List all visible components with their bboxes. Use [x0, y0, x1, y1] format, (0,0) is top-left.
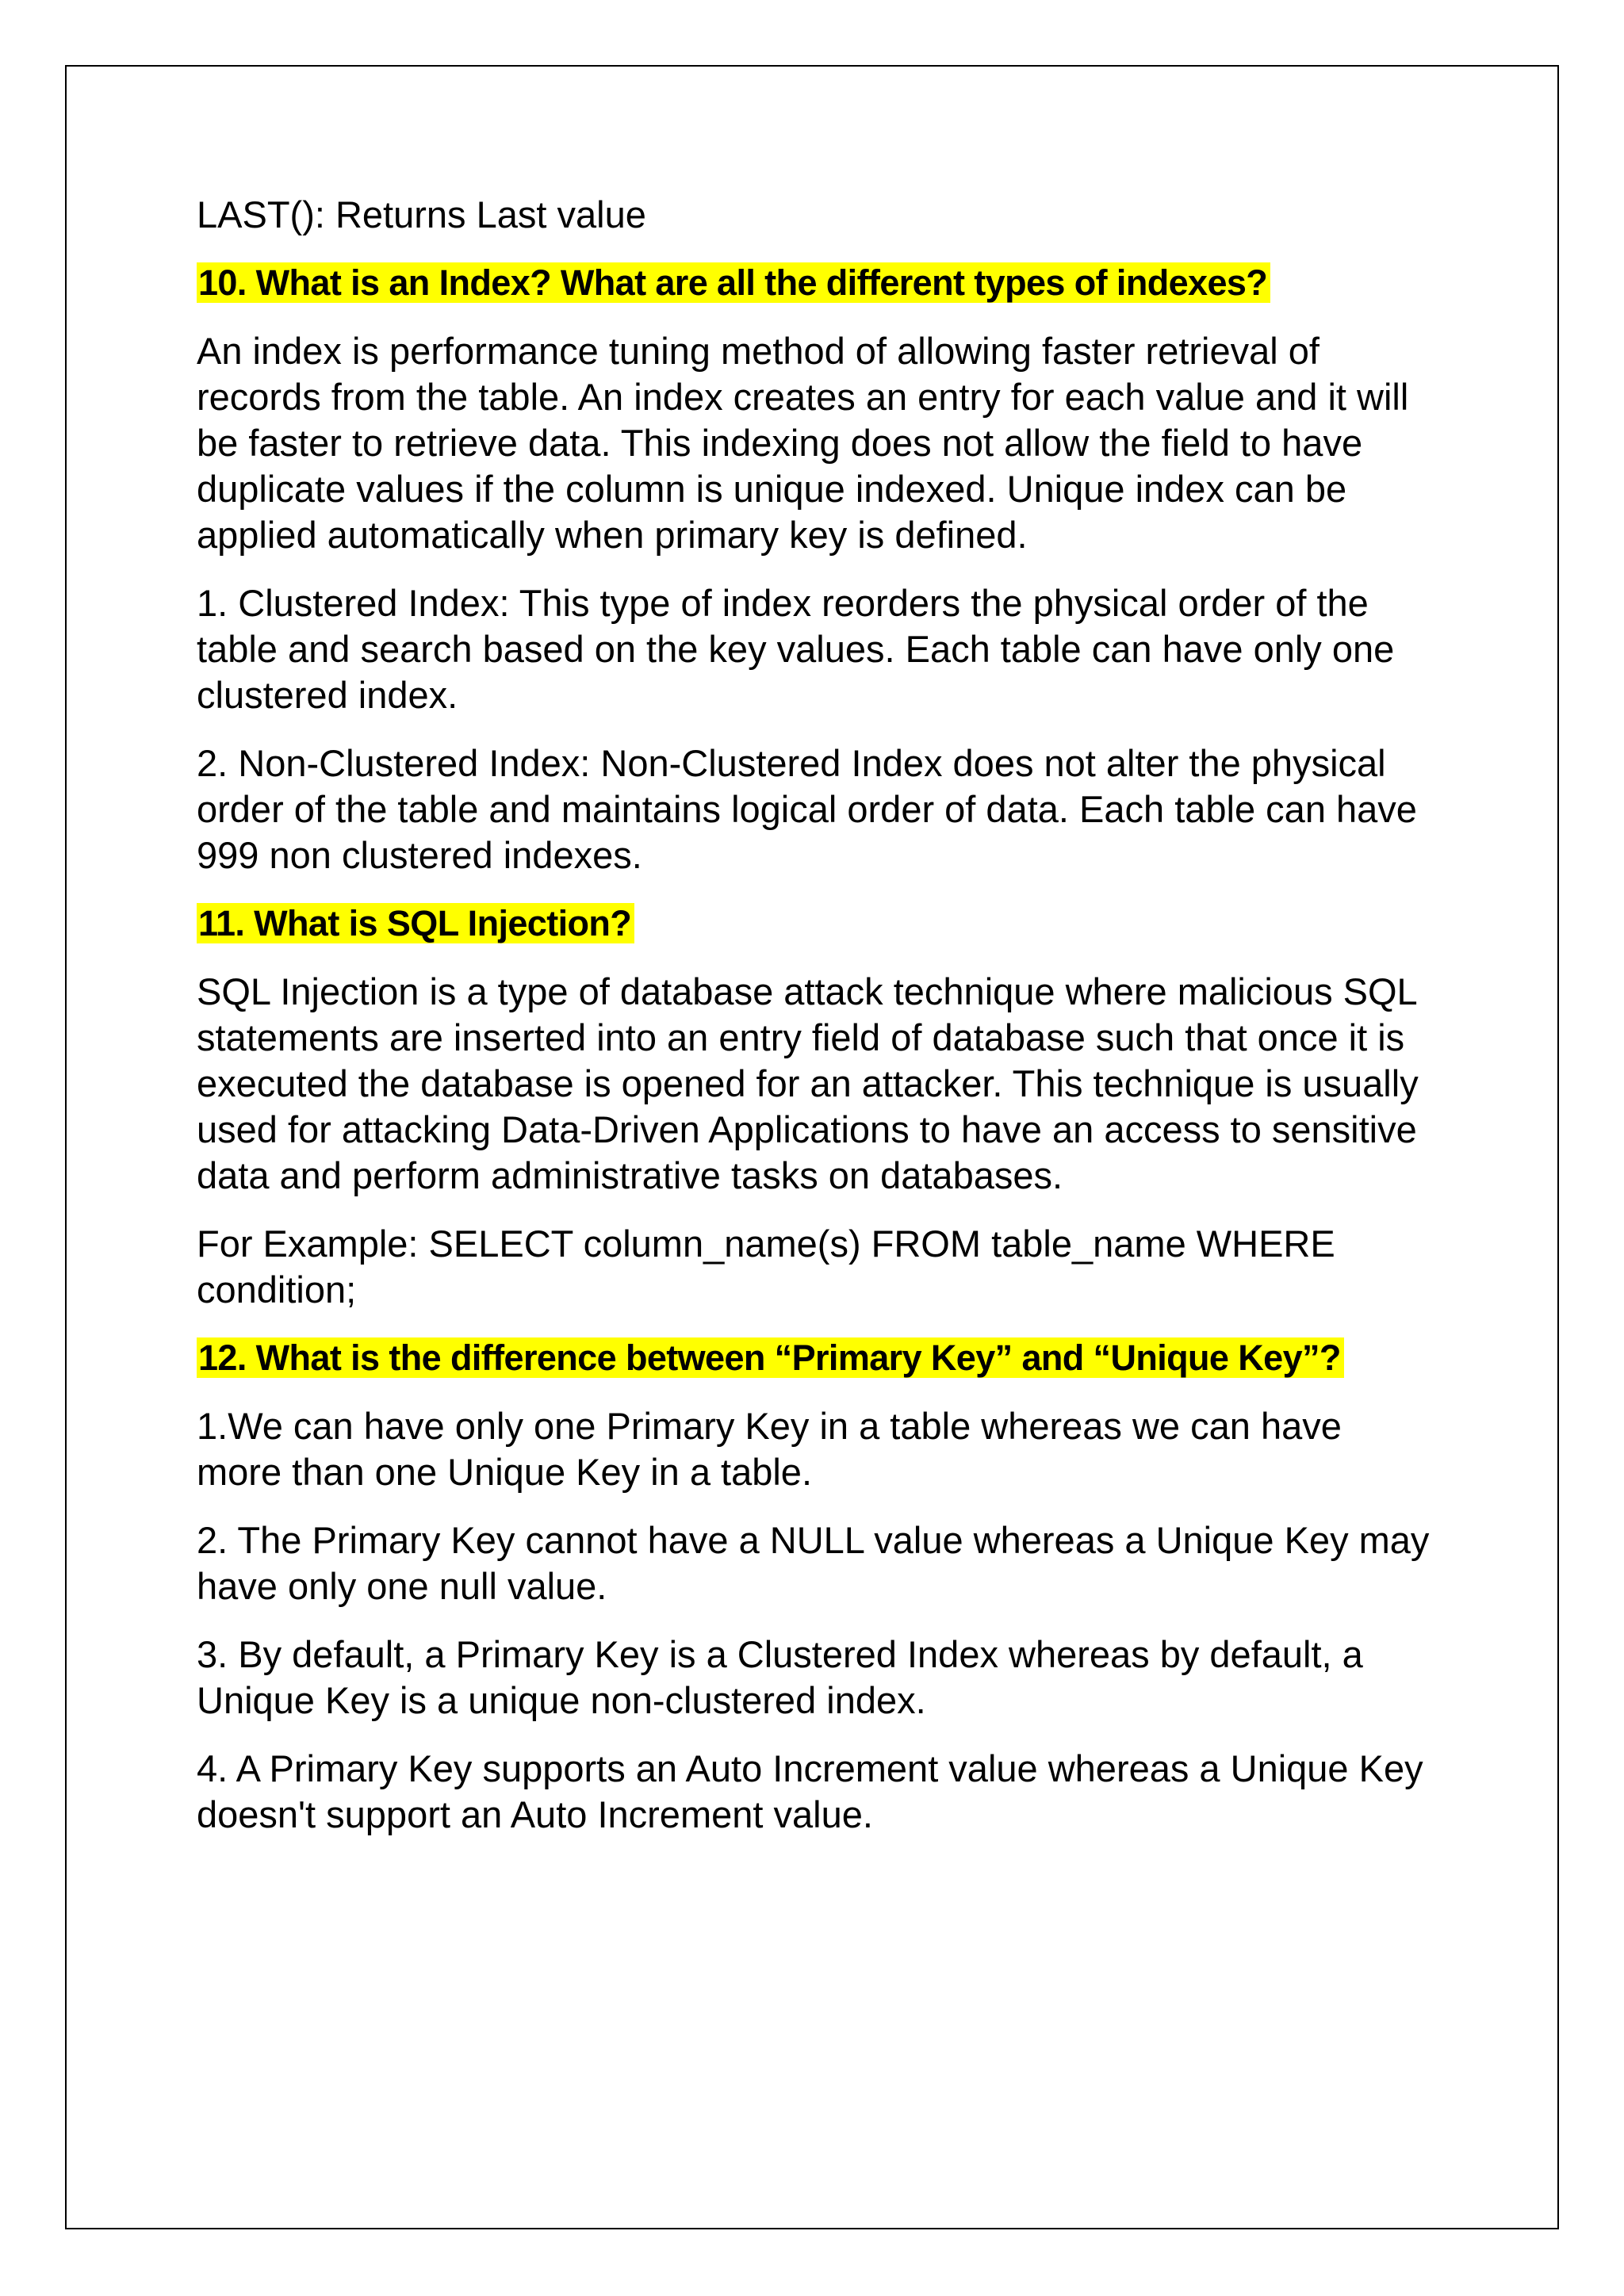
non-clustered-index-paragraph: 2. Non-Clustered Index: Non-Clustered Index does not alter the physical order of the table and maintains logical order of data. Each table can have 999 non clustered indexes.	[197, 742, 1417, 876]
sql-injection-paragraph: SQL Injection is a type of database attack technique where malicious SQL statements are inserted into an entry field of database such that once it is executed the database is opened for an attacker. This technique is usually used for attacking Data-Driven Applications to have an access to sensitive data and perform administrative tasks on databases.	[197, 970, 1419, 1196]
sql-example-paragraph: For Example: SELECT column_name(s) FROM table_name WHERE condition;	[197, 1223, 1335, 1311]
key-difference-point-1: 1.We can have only one Primary Key in a table whereas we can have more than one Unique Key in a table.	[197, 1405, 1342, 1493]
question-10-heading	[197, 260, 1434, 306]
key-difference-point-2: 2. The Primary Key cannot have a NULL value whereas a Unique Key may have only one null value.	[197, 1519, 1430, 1607]
key-difference-point-4: 4. A Primary Key supports an Auto Increment value whereas a Unique Key doesn't support an Auto Increment value.	[197, 1747, 1423, 1835]
index-definition-paragraph: An index is performance tuning method of allowing faster retrieval of records from the table. An index creates an entry for each value and it will be faster to retrieve data. This indexing does not allow the field to have duplicate values if the column is unique indexed. Unique index can be applied automatically when primary key is defined.	[197, 330, 1409, 556]
question-12-highlight: 12. What is the difference between “Primary Key” and “Unique Key”?	[197, 1337, 1344, 1378]
clustered-index-paragraph: 1. Clustered Index: This type of index reorders the physical order of the table and search based on the key values. Each table can have only one clustered index.	[197, 582, 1395, 716]
question-12-heading	[197, 1335, 1434, 1381]
question-10-highlight: 10. What is an Index? What are all the different types of indexes?	[197, 262, 1270, 303]
document-body	[197, 192, 1434, 1860]
question-11-heading	[197, 901, 1434, 947]
key-difference-point-3: 3. By default, a Primary Key is a Clustered Index whereas by default, a Unique Key is a unique non-clustered index.	[197, 1633, 1363, 1721]
question-11-highlight: 11. What is SQL Injection?	[197, 903, 634, 943]
last-function-line: LAST(): Returns Last value	[197, 193, 646, 235]
